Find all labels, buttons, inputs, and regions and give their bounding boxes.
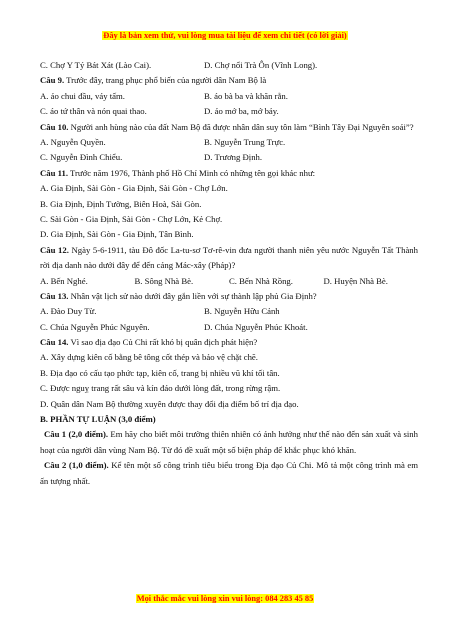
q14-option-a: A. Xây dựng kiên cố bằng bê tông cốt thép và bảo vệ chặt chẽ. <box>40 352 258 363</box>
q12-option-d: D. Huyện Nhà Bè. <box>323 275 388 286</box>
q11-stem <box>40 166 418 181</box>
q9-options-row-1 <box>40 89 418 104</box>
q13-options-row-2 <box>40 320 418 335</box>
q11-option-b: B. Gia Định, Định Tường, Biên Hoà, Sài Gòn. <box>40 198 202 209</box>
q10-option-d: D. Trương Định. <box>204 152 263 163</box>
q11-option-c: C. Sài Gòn - Gia Định, Sài Gòn - Chợ Lớn, Kẻ Chợ. <box>40 213 223 224</box>
q13-options-row-1 <box>40 304 418 319</box>
q8-option-c: C. Chợ Y Tý Bát Xát (Lào Cai). <box>40 60 152 70</box>
essay-question-2 <box>40 458 418 489</box>
q8-options-row <box>40 58 418 73</box>
q9-option-d: D. áo mớ ba, mớ bảy. <box>204 106 279 117</box>
essay-question-2-text: Kể tên một số công trình tiêu biểu trong Địa đạo Củ Chi. Mô tả một công trình mà em ấn tượng nhất. <box>40 460 418 486</box>
q10-text: Người anh hùng nào của đất Nam Bộ đã được nhân dân suy tôn làm “Bình Tây Đại Nguyên soái”? <box>68 121 414 132</box>
q10-number: Câu 10. <box>40 121 69 132</box>
q9-options-row-2 <box>40 104 418 119</box>
q9-option-c: C. áo tứ thân và nón quai thao. <box>40 106 147 117</box>
q10-option-a: A. Nguyễn Quyền. <box>40 136 106 147</box>
essay-question-1-label: Câu 1 (2,0 điểm). <box>44 429 109 440</box>
q13-stem <box>40 289 418 304</box>
q9-option-a: A. áo chui đầu, váy tấm. <box>40 90 125 101</box>
q11-option-d: D. Gia Định, Sài Gòn - Gia Định, Tân Bình. <box>40 229 194 240</box>
q12-option-c: C. Bến Nhà Rồng. <box>229 275 293 286</box>
q13-text: Nhân vật lịch sử nào dưới đây gắn liền với sự thành lập phủ Gia Định? <box>68 290 317 301</box>
q10-option-c: C. Nguyễn Đình Chiểu. <box>40 152 123 163</box>
q13-option-b: B. Nguyễn Hữu Cảnh <box>204 306 280 317</box>
q12-options-row <box>40 274 418 289</box>
q9-number: Câu 9. <box>40 75 65 86</box>
q10-stem <box>40 120 418 135</box>
q10-options-row-1 <box>40 135 418 150</box>
contact-footer-text: Mọi thắc mắc vui lòng xin vui lòng: 084 283 45 85 <box>136 594 314 603</box>
q9-option-b: B. áo bà ba và khăn rằn. <box>204 90 288 101</box>
essay-question-1 <box>40 427 418 458</box>
q12-text: Ngày 5-6-1911, tàu Đô đốc La-tu-sơ Tơ-rê-vin đưa người thanh niên yêu nước Nguyễn Tất Thành rời địa danh nào dưới đây để đến cảng Mác-xây (Pháp)? <box>40 244 418 271</box>
q8-option-d: D. Chợ nổi Trà Ôn (Vĩnh Long). <box>204 60 318 70</box>
q9-text: Trước đây, trang phục phổ biến của người dân Nam Bộ là <box>64 75 267 86</box>
q10-option-b: B. Nguyễn Trung Trực. <box>204 136 286 147</box>
q14-option-b: B. Địa đạo có cấu tạo phức tạp, kiên cố, trang bị nhiều vũ khí tối tân. <box>40 367 280 378</box>
q14-option-c: C. Được nguỵ trang rất sâu và kín đáo dưới lòng đất, trong rừng rậm. <box>40 383 281 394</box>
q13-option-a: A. Đào Duy Từ. <box>40 306 97 317</box>
q14-text: Vì sao địa đạo Củ Chi rất khó bị quân địch phát hiện? <box>68 337 258 348</box>
q14-number: Câu 14. <box>40 337 69 348</box>
part-b-title <box>40 412 418 427</box>
q14-option-d: D. Quân dân Nam Bộ thường xuyên được thay đổi địa điểm bố trí địa đạo. <box>40 398 299 409</box>
q9-stem <box>40 73 418 88</box>
essay-question-1-text: Em hãy cho biết môi trường thiên nhiên có ảnh hưởng như thế nào đến sản xuất và sinh hoạt của người dân vùng Nam Bộ. Từ đó đề xuất một số biện pháp để khắc phục khó khăn. <box>40 429 418 455</box>
q13-option-c: C. Chúa Nguyễn Phúc Nguyên. <box>40 321 150 332</box>
q12-option-b: B. Sông Nhà Bè. <box>134 275 194 286</box>
q11-number: Câu 11. <box>40 167 69 178</box>
essay-question-2-label: Câu 2 (1,0 điểm). <box>44 460 109 471</box>
preview-banner-text: Đây là bản xem thử, vui lòng mua tài liệu để xem chi tiết (có lời giải) <box>103 31 347 40</box>
q12-number: Câu 12. <box>40 244 69 255</box>
q14-stem <box>40 335 418 350</box>
q12-stem <box>40 243 418 274</box>
document-body <box>40 58 418 489</box>
q10-options-row-2 <box>40 150 418 165</box>
part-b-title-text: B. PHẦN TỰ LUẬN (3,0 điểm) <box>40 414 156 425</box>
preview-banner <box>0 25 450 43</box>
q13-option-d: D. Chúa Nguyễn Phúc Khoát. <box>204 321 308 332</box>
q11-option-a: A. Gia Định, Sài Gòn - Gia Định, Sài Gòn - Chợ Lớn. <box>40 183 228 194</box>
q11-text: Trước năm 1976, Thành phố Hồ Chí Minh có những tên gọi khác như: <box>68 167 316 178</box>
q13-number: Câu 13. <box>40 290 69 301</box>
q12-option-a: A. Bến Nghé. <box>40 275 88 286</box>
contact-footer <box>0 588 450 606</box>
